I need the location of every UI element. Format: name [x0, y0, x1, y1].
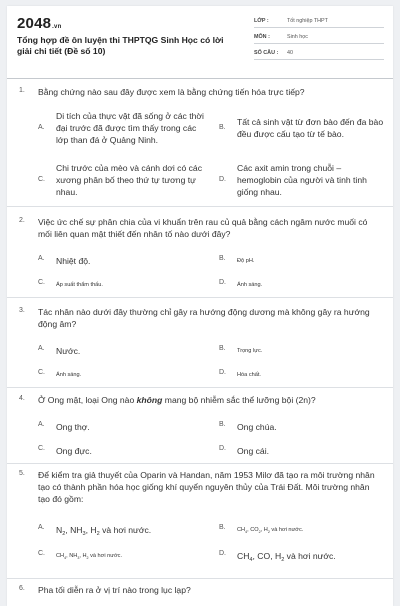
option-letter: A. — [38, 524, 45, 531]
option-letter: C. — [38, 445, 45, 452]
meta-grade — [254, 15, 384, 28]
option-text: Ánh sáng. — [56, 372, 82, 378]
option-text: Chi trước của mèo và cánh dơi có các xương phân bố theo thứ tự tương tự nhau. — [56, 163, 202, 197]
meta-subject — [254, 31, 384, 44]
meta-subject-label: MÔN : — [254, 34, 270, 40]
question-number: 5. — [19, 470, 25, 477]
option-letter: B. — [219, 524, 226, 531]
meta-grade-label: LỚP : — [254, 18, 269, 24]
option-letter: B. — [219, 124, 226, 131]
option-letter: C. — [38, 176, 45, 183]
option-letter: A. — [38, 421, 45, 428]
option-text: Áp suất thẩm thấu. — [56, 282, 103, 288]
document-header — [7, 6, 393, 72]
option-letter: A. — [38, 345, 45, 352]
question-number: 6. — [19, 585, 25, 592]
question-emphasis: không — [136, 395, 163, 405]
option-letter: A. — [38, 255, 45, 262]
option-text: Ong đực. — [56, 446, 92, 456]
question-divider — [7, 297, 393, 298]
option-letter: D. — [219, 550, 226, 557]
meta-count-label: SỐ CÂU : — [254, 50, 279, 56]
question-text: Pha tối diễn ra ở vị trí nào trong lục lạp? — [38, 585, 191, 595]
question-text-part: mang bộ nhiễm sắc thể lưỡng bội (2n)? — [162, 395, 316, 405]
question-text: Để kiểm tra giả thuyết của Oparin và Handan, năm 1953 Milơ đã tạo ra môi trường nhân tạo có thành phần hóa học giống khí quyển nguyên thủy của Trái Đất. Môi trường nhân tạo đó gồm: — [38, 470, 375, 504]
meta-subject-value: Sinh học — [287, 34, 308, 40]
header-divider — [7, 78, 393, 79]
question-text: Tác nhân nào dưới đây thường chỉ gây ra hướng động dương mà không gây ra hướng động âm? — [38, 307, 370, 329]
option-text: $CH_4$, $CO_2$, $H_2$ và hơi nước. — [237, 527, 304, 534]
option-letter: B. — [219, 421, 226, 428]
option-text: Ánh sáng. — [237, 282, 263, 288]
meta-count-value: 40 — [287, 50, 293, 56]
meta-count — [254, 47, 384, 60]
option-text: Tất cả sinh vật từ đơn bào đến đa bào đều được cấu tạo từ tế bào. — [237, 117, 384, 139]
option-text: Ong cái. — [237, 446, 270, 456]
option-text: Trọng lực. — [237, 348, 263, 354]
option-letter: D. — [219, 279, 226, 286]
question-text: Bằng chứng nào sau đây được xem là bằng chứng tiến hóa trực tiếp? — [38, 87, 305, 97]
logo-suffix: .vn — [52, 24, 62, 30]
question-text — [38, 394, 378, 406]
worksheet-page — [7, 6, 393, 606]
logo-text: 2048 — [17, 15, 52, 32]
option-text: $CH_4$, $NH_3$, $H_2$ và hơi nước. — [56, 553, 122, 560]
option-text: Ong chúa. — [237, 422, 277, 432]
option-text: Nước. — [56, 346, 81, 356]
question-divider — [7, 578, 393, 579]
meta-grade-value: Tốt nghiệp THPT — [287, 18, 328, 24]
option-text: Độ pH. — [237, 258, 255, 264]
question-number: 4. — [19, 395, 25, 402]
question-divider — [7, 463, 393, 464]
document-title: Tổng hợp đề ôn luyện thi THPTQG Sinh Học có lời giải chi tiết (Đề số 10) — [17, 35, 224, 56]
question-number: 2. — [19, 217, 25, 224]
option-letter: C. — [38, 369, 45, 376]
option-letter: D. — [219, 445, 226, 452]
option-letter: C. — [38, 550, 45, 557]
option-letter: D. — [219, 176, 226, 183]
option-text: $CH_4$, CO, $H_2$ và hơi nước. — [237, 551, 336, 563]
option-text: Nhiệt độ. — [56, 256, 91, 266]
option-letter: B. — [219, 255, 226, 262]
option-letter: D. — [219, 369, 226, 376]
option-text: Các axit amin trong chuỗi – hemoglobin của người và tinh tinh giống nhau. — [237, 163, 367, 197]
option-text: Di tích của thực vật đã sống ở các thời đại trước đã được tìm thấy trong các lớp than đá ở Quảng Ninh. — [56, 111, 204, 145]
question-number: 1. — [19, 87, 25, 94]
option-text: Hóa chất. — [237, 372, 261, 378]
option-letter: C. — [38, 279, 45, 286]
question-divider — [7, 206, 393, 207]
question-text: Việc ức chế sự phân chia của vi khuẩn trên rau củ quả bằng cách ngâm nước muối có mối liên quan mật thiết đến nhân tố nào dưới đây? — [38, 217, 368, 239]
question-number: 3. — [19, 307, 25, 314]
option-text: $N_2$, $NH_3$, $H_2$ và hơi nước. — [56, 525, 152, 537]
site-logo[interactable] — [17, 15, 61, 32]
question-text-part: Ở Ong mật, loại Ong nào — [38, 395, 137, 405]
question-divider — [7, 387, 393, 388]
option-letter: B. — [219, 345, 226, 352]
option-text: Ong thợ. — [56, 422, 90, 432]
option-letter: A. — [38, 124, 45, 131]
